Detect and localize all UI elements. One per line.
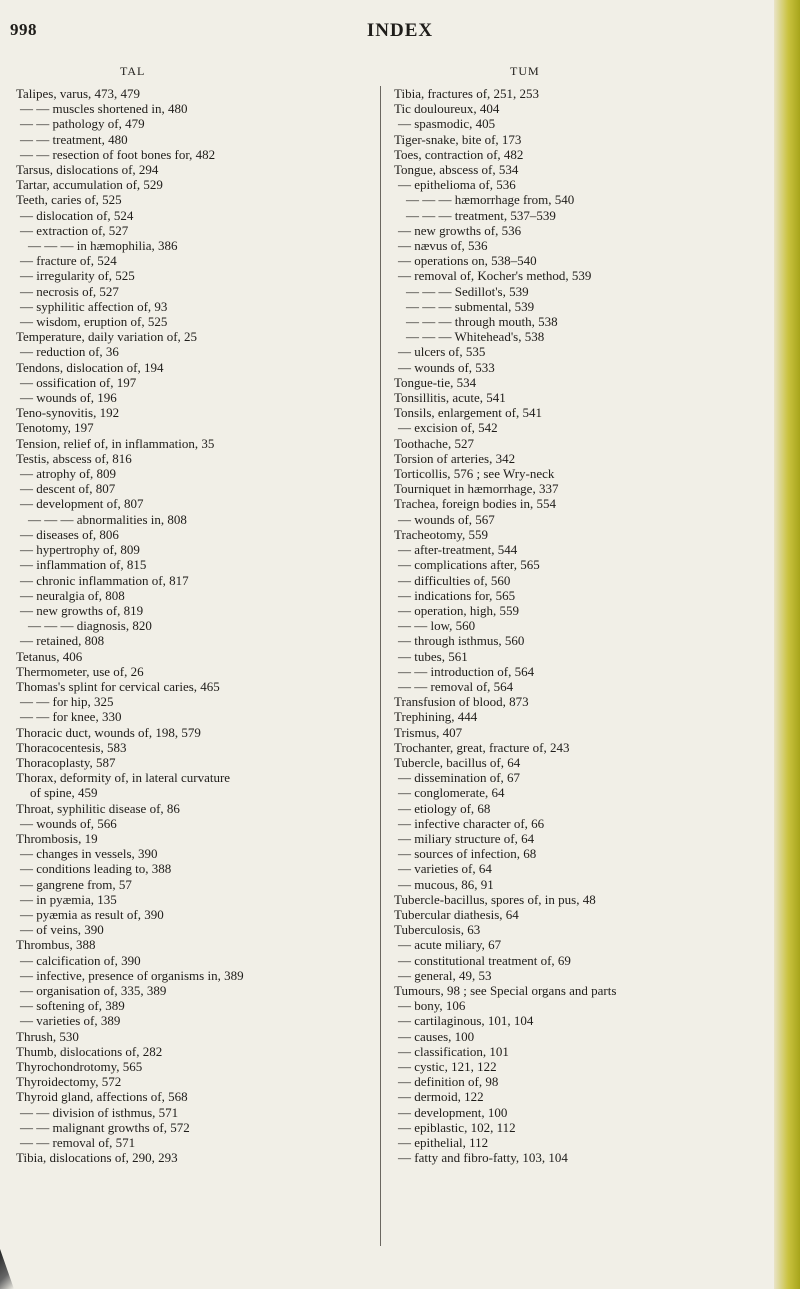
index-entry: Teno-synovitis, 192 xyxy=(16,405,120,421)
index-entry: — irregularity of, 525 xyxy=(20,268,135,284)
index-entry: — cartilaginous, 101, 104 xyxy=(398,1013,534,1029)
right-column-entries xyxy=(394,86,774,1165)
index-entry: of spine, 459 xyxy=(30,785,98,801)
left-column-entries xyxy=(16,86,376,1165)
index-entry: — wounds of, 196 xyxy=(20,390,117,406)
index-entry: Tibia, fractures of, 251, 253 xyxy=(394,86,540,101)
index-entry: — — — abnormalities in, 808 xyxy=(28,511,187,527)
index-entry: — — — diagnosis, 820 xyxy=(28,618,152,634)
index-entry: — atrophy of, 809 xyxy=(20,466,117,482)
index-entry: — hypertrophy of, 809 xyxy=(20,542,140,558)
index-entry: — infective character of, 66 xyxy=(398,815,545,831)
page-number: 998 xyxy=(10,20,37,39)
index-entry: Trismus, 407 xyxy=(394,724,463,740)
index-entry: — after-treatment, 544 xyxy=(398,542,518,558)
index-entry: Trochanter, great, fracture of, 243 xyxy=(394,739,570,755)
index-entry: Tension, relief of, in inflammation, 35 xyxy=(16,435,215,451)
index-entry: Talipes, varus, 473, 479 xyxy=(16,86,141,101)
index-entry: Throat, syphilitic disease of, 86 xyxy=(16,800,180,816)
index-entry: — — removal of, 571 xyxy=(20,1135,136,1151)
index-entry: — new growths of, 536 xyxy=(398,222,522,238)
index-entry: Tonsils, enlargement of, 541 xyxy=(394,405,542,421)
index-entry: — retained, 808 xyxy=(20,633,105,649)
index-entry: Tartar, accumulation of, 529 xyxy=(16,177,163,193)
index-entry: Temperature, daily variation of, 25 xyxy=(16,329,198,345)
index-entry: — — — treatment, 537–539 xyxy=(406,207,556,223)
index-entry: — causes, 100 xyxy=(398,1028,475,1044)
index-entry: — classification, 101 xyxy=(398,1043,509,1059)
index-entry: Thoracic duct, wounds of, 198, 579 xyxy=(16,724,201,740)
index-entry: Teeth, caries of, 525 xyxy=(16,192,122,208)
index-entry: — epithelial, 112 xyxy=(398,1135,489,1151)
page-edge-shadow xyxy=(774,0,800,1289)
index-entry: — fracture of, 524 xyxy=(20,253,117,269)
index-entry: — through isthmus, 560 xyxy=(398,633,525,649)
index-entry: — organisation of, 335, 389 xyxy=(20,982,167,998)
index-entry: — diseases of, 806 xyxy=(20,526,119,542)
index-entry: — conglomerate, 64 xyxy=(398,785,505,801)
index-entry: — — — Whitehead's, 538 xyxy=(406,329,545,345)
index-entry: — spasmodic, 405 xyxy=(398,116,496,132)
index-entry: Toothache, 527 xyxy=(394,435,474,451)
index-entry: — — for knee, 330 xyxy=(20,709,122,725)
index-entry: — nævus of, 536 xyxy=(398,238,488,254)
index-entry: — — — in hæmophilia, 386 xyxy=(28,238,178,254)
index-entry: — pyæmia as result of, 390 xyxy=(20,906,164,922)
index-entry: Tongue-tie, 534 xyxy=(394,374,477,390)
index-entry: — complications after, 565 xyxy=(398,557,540,573)
index-entry: — infective, presence of organisms in, 389 xyxy=(20,967,244,983)
index-entry: — dermoid, 122 xyxy=(398,1089,484,1105)
index-entry: — difficulties of, 560 xyxy=(398,572,511,588)
left-column-heading: TAL xyxy=(120,64,146,78)
index-entry: — — — hæmorrhage from, 540 xyxy=(406,192,575,208)
index-entry: Trephining, 444 xyxy=(394,709,478,725)
index-entry: — cystic, 121, 122 xyxy=(398,1059,497,1074)
index-entry: Thrombus, 388 xyxy=(16,937,96,953)
index-entry: Tourniquet in hæmorrhage, 337 xyxy=(394,481,559,497)
index-entry: Tracheotomy, 559 xyxy=(394,526,489,542)
index-entry: — — — submental, 539 xyxy=(406,298,535,314)
index-entry: Testis, abscess of, 816 xyxy=(16,450,132,466)
index-entry: — miliary structure of, 64 xyxy=(398,830,535,846)
index-entry: — sources of infection, 68 xyxy=(398,846,537,862)
index-entry: Thermometer, use of, 26 xyxy=(16,663,144,679)
index-entry: — gangrene from, 57 xyxy=(20,876,132,892)
index-entry: — — muscles shortened in, 480 xyxy=(20,101,188,117)
index-entry: — extraction of, 527 xyxy=(20,222,129,238)
index-entry: — reduction of, 36 xyxy=(20,344,119,360)
index-entry: — — introduction of, 564 xyxy=(398,663,535,679)
index-entry: Tonsillitis, acute, 541 xyxy=(394,390,506,406)
index-entry: Thyroidectomy, 572 xyxy=(16,1074,122,1090)
index-entry: — etiology of, 68 xyxy=(398,800,491,816)
index-entry: — — division of isthmus, 571 xyxy=(20,1104,179,1120)
index-entry: — in pyæmia, 135 xyxy=(20,891,117,907)
index-entry: — changes in vessels, 390 xyxy=(20,846,158,862)
index-entry: — calcification of, 390 xyxy=(20,952,141,968)
index-entry: — definition of, 98 xyxy=(398,1074,499,1090)
right-column-heading: TUM xyxy=(510,64,540,78)
index-entry: — softening of, 389 xyxy=(20,998,125,1014)
index-entry: Thorax, deformity of, in lateral curvature xyxy=(16,770,231,786)
index-entry: Thoracocentesis, 583 xyxy=(16,739,127,755)
index-entry: Torsion of arteries, 342 xyxy=(394,450,516,466)
index-entry: — mucous, 86, 91 xyxy=(398,876,494,892)
index-entry: — wounds of, 567 xyxy=(398,511,495,527)
index-entry: Trachea, foreign bodies in, 554 xyxy=(394,496,556,512)
index-entry: Toes, contraction of, 482 xyxy=(394,146,524,162)
page-corner-shadow xyxy=(0,1249,14,1289)
index-entry: — new growths of, 819 xyxy=(20,602,144,618)
index-entry: Tendons, dislocation of, 194 xyxy=(16,359,164,375)
index-entry: — wounds of, 533 xyxy=(398,359,495,375)
index-entry: — development, 100 xyxy=(398,1104,508,1120)
index-entry: — — — through mouth, 538 xyxy=(406,314,558,330)
index-entry: — constitutional treatment of, 69 xyxy=(398,952,571,968)
index-entry: Tubercle, bacillus of, 64 xyxy=(394,754,521,770)
index-entry: Tongue, abscess of, 534 xyxy=(394,162,519,178)
index-entry: Tumours, 98 ; see Special organs and parts xyxy=(394,982,617,998)
index-entry: — — malignant growths of, 572 xyxy=(20,1119,190,1135)
index-entry: — dislocation of, 524 xyxy=(20,207,134,223)
index-entry: — bony, 106 xyxy=(398,998,466,1014)
index-entry: — development of, 807 xyxy=(20,496,144,512)
index-entry: — varieties of, 64 xyxy=(398,861,492,877)
index-entry: — wounds of, 566 xyxy=(20,815,117,831)
index-entry: — necrosis of, 527 xyxy=(20,283,119,299)
index-entry: Tarsus, dislocations of, 294 xyxy=(16,162,159,178)
index-entry: Tic douloureux, 404 xyxy=(394,101,500,117)
index-entry: Thoracoplasty, 587 xyxy=(16,754,116,770)
page-title: INDEX xyxy=(366,20,434,41)
index-entry: — conditions leading to, 388 xyxy=(20,861,172,877)
index-entry: — operations on, 538–540 xyxy=(398,253,537,269)
index-entry: — ulcers of, 535 xyxy=(398,344,486,360)
index-entry: Tubercular diathesis, 64 xyxy=(394,906,519,922)
index-entry: — — — Sedillot's, 539 xyxy=(406,283,529,299)
index-entry: Torticollis, 576 ; see Wry-neck xyxy=(394,466,555,482)
index-entry: — descent of, 807 xyxy=(20,481,116,497)
index-entry: Thrush, 530 xyxy=(16,1028,79,1044)
index-entry: — varieties of, 389 xyxy=(20,1013,121,1029)
index-entry: — operation, high, 559 xyxy=(398,602,519,618)
index-entry: — inflammation of, 815 xyxy=(20,557,147,573)
index-entry: — syphilitic affection of, 93 xyxy=(20,298,168,314)
index-entry: — — removal of, 564 xyxy=(398,678,514,694)
index-entry: — — low, 560 xyxy=(398,618,476,634)
index-entry: Tiger-snake, bite of, 173 xyxy=(394,131,522,147)
index-entry: Tuberculosis, 63 xyxy=(394,922,481,938)
index-entry: — — treatment, 480 xyxy=(20,131,128,147)
index-entry: — tubes, 561 xyxy=(398,648,468,664)
index-entry: — acute miliary, 67 xyxy=(398,937,502,953)
index-entry: — epiblastic, 102, 112 xyxy=(398,1119,516,1135)
index-entry: — wisdom, eruption of, 525 xyxy=(20,314,168,330)
index-entry: Thrombosis, 19 xyxy=(16,830,98,846)
index-entry: — — pathology of, 479 xyxy=(20,116,145,132)
index-entry: — ossification of, 197 xyxy=(20,374,137,390)
index-entry: Transfusion of blood, 873 xyxy=(394,694,529,710)
index-entry: Thumb, dislocations of, 282 xyxy=(16,1043,163,1059)
index-entry: — fatty and fibro-fatty, 103, 104 xyxy=(398,1150,568,1166)
index-entry: — — for hip, 325 xyxy=(20,694,114,710)
index-entry: — of veins, 390 xyxy=(20,922,104,938)
index-entry: Thomas's splint for cervical caries, 465 xyxy=(16,678,220,694)
index-entry: Thyrochondrotomy, 565 xyxy=(16,1059,143,1074)
index-entry: — chronic inflammation of, 817 xyxy=(20,572,189,588)
index-entry: Thyroid gland, affections of, 568 xyxy=(16,1089,188,1105)
index-entry: Tetanus, 406 xyxy=(16,648,83,664)
index-entry: Tenotomy, 197 xyxy=(16,420,94,436)
index-entry: — neuralgia of, 808 xyxy=(20,587,125,603)
index-entry: — epithelioma of, 536 xyxy=(398,177,516,193)
index-entry: — dissemination of, 67 xyxy=(398,770,521,786)
index-entry: — indications for, 565 xyxy=(398,587,516,603)
column-divider xyxy=(380,86,381,1246)
index-entry: — — resection of foot bones for, 482 xyxy=(20,146,216,162)
index-entry: Tubercle-bacillus, spores of, in pus, 48 xyxy=(394,891,596,907)
index-entry: — general, 49, 53 xyxy=(398,967,492,983)
index-entry: Tibia, dislocations of, 290, 293 xyxy=(16,1150,178,1166)
index-entry: — removal of, Kocher's method, 539 xyxy=(398,268,592,284)
index-entry: — excision of, 542 xyxy=(398,420,498,436)
